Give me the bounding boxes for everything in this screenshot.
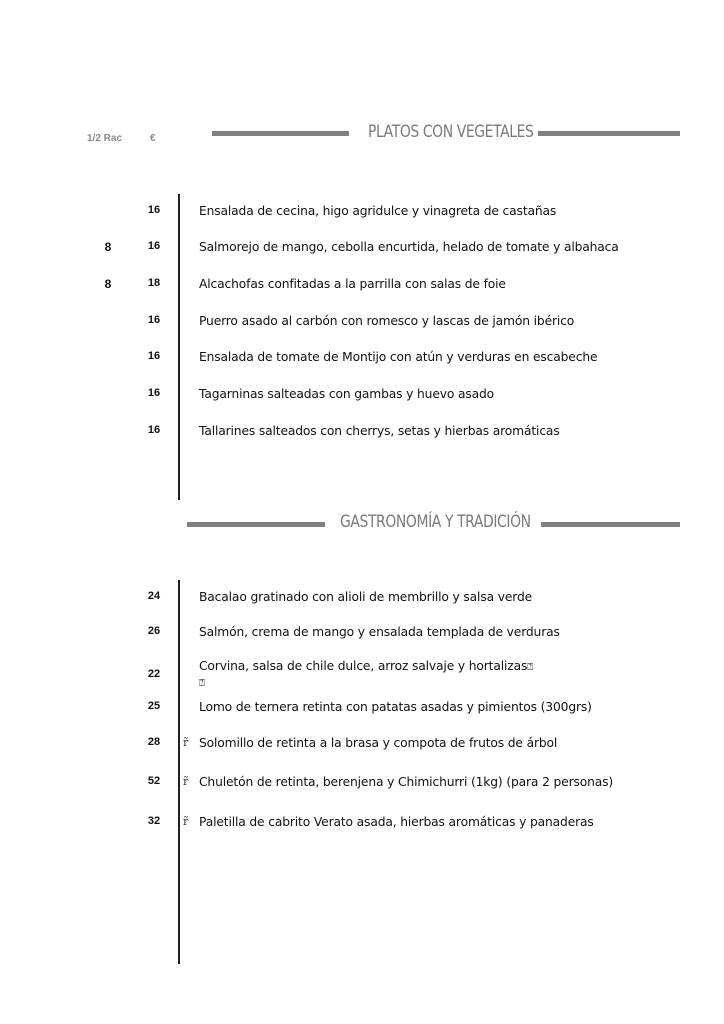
section-title-vegetales: PLATOS CON VEGETALES: [368, 122, 534, 142]
retinta-mark-icon: r̃: [183, 775, 189, 788]
dish-name: Ensalada de cecina, higo agridulce y vinagreta de castañas: [199, 204, 557, 218]
menu-item: [0, 625, 724, 645]
menu-item: [0, 775, 724, 795]
price: 16: [147, 350, 161, 362]
title-bar-right: [538, 131, 680, 136]
dish-name: Salmorejo de mango, cebolla encurtida, helado de tomate y albahaca: [199, 240, 619, 254]
half-price: 8: [104, 277, 112, 291]
title-bar-right: [541, 522, 680, 527]
menu-item: [0, 240, 724, 260]
dish-name: Solomillo de retinta a la brasa y compota de frutos de árbol: [199, 736, 558, 750]
dish-name: [199, 659, 533, 673]
menu-item: [0, 700, 724, 720]
menu-item: [0, 387, 724, 407]
half-price: 8: [104, 240, 112, 254]
missing-glyph-icon: ⍰: [199, 678, 205, 689]
dish-name-text: Corvina, salsa de chile dulce, arroz salvaje y hortalizas: [199, 659, 528, 673]
price: 28: [147, 736, 161, 748]
price: 16: [147, 240, 161, 252]
dish-name: Tallarines salteados con cherrys, setas y hierbas aromáticas: [199, 424, 560, 438]
retinta-mark-icon: r̃: [183, 815, 189, 828]
half-portion-header: 1/2 Rac: [87, 133, 123, 144]
menu-item: [0, 424, 724, 444]
title-bar-left: [187, 522, 325, 527]
price: 22: [147, 668, 161, 680]
dish-name: Tagarninas salteadas con gambas y huevo asado: [199, 387, 495, 401]
menu-item: [0, 204, 724, 224]
dish-name: Salmón, crema de mango y ensalada templada de verduras: [199, 625, 560, 639]
price: 16: [147, 204, 161, 216]
price: 16: [147, 424, 161, 436]
menu-item: [0, 314, 724, 334]
menu-item: [0, 277, 724, 297]
menu-item: [0, 350, 724, 370]
price: 18: [147, 277, 161, 289]
menu-item: [0, 736, 724, 756]
price: 52: [147, 775, 161, 787]
price: 16: [147, 387, 161, 399]
title-bar-left: [212, 131, 349, 136]
dish-name: Lomo de ternera retinta con patatas asadas y pimientos (300grs): [199, 700, 592, 714]
price: 16: [147, 314, 161, 326]
menu-item: [0, 815, 724, 835]
retinta-mark-icon: r̃: [183, 736, 189, 749]
dish-name: Bacalao gratinado con alioli de membrillo y salsa verde: [199, 590, 533, 604]
dish-name: Alcachofas confitadas a la parrilla con salas de foie: [199, 277, 506, 291]
dish-name: Chuletón de retinta, berenjena y Chimichurri (1kg) (para 2 personas): [199, 775, 614, 789]
price: 25: [147, 700, 161, 712]
price-header: €: [150, 133, 156, 144]
menu-item: [0, 590, 724, 610]
dish-name: Paletilla de cabrito Verato asada, hierbas aromáticas y panaderas: [199, 815, 594, 829]
price: 32: [147, 815, 161, 827]
dish-name: Ensalada de tomate de Montijo con atún y verduras en escabeche: [199, 350, 598, 364]
price: 24: [147, 590, 161, 602]
section-title-gastronomia: GASTRONOMÍA Y TRADICIÓN: [340, 512, 531, 532]
price: 26: [147, 625, 161, 637]
dish-name: Puerro asado al carbón con romesco y lascas de jamón ibérico: [199, 314, 575, 328]
missing-glyph-icon: ⍰: [527, 662, 534, 673]
